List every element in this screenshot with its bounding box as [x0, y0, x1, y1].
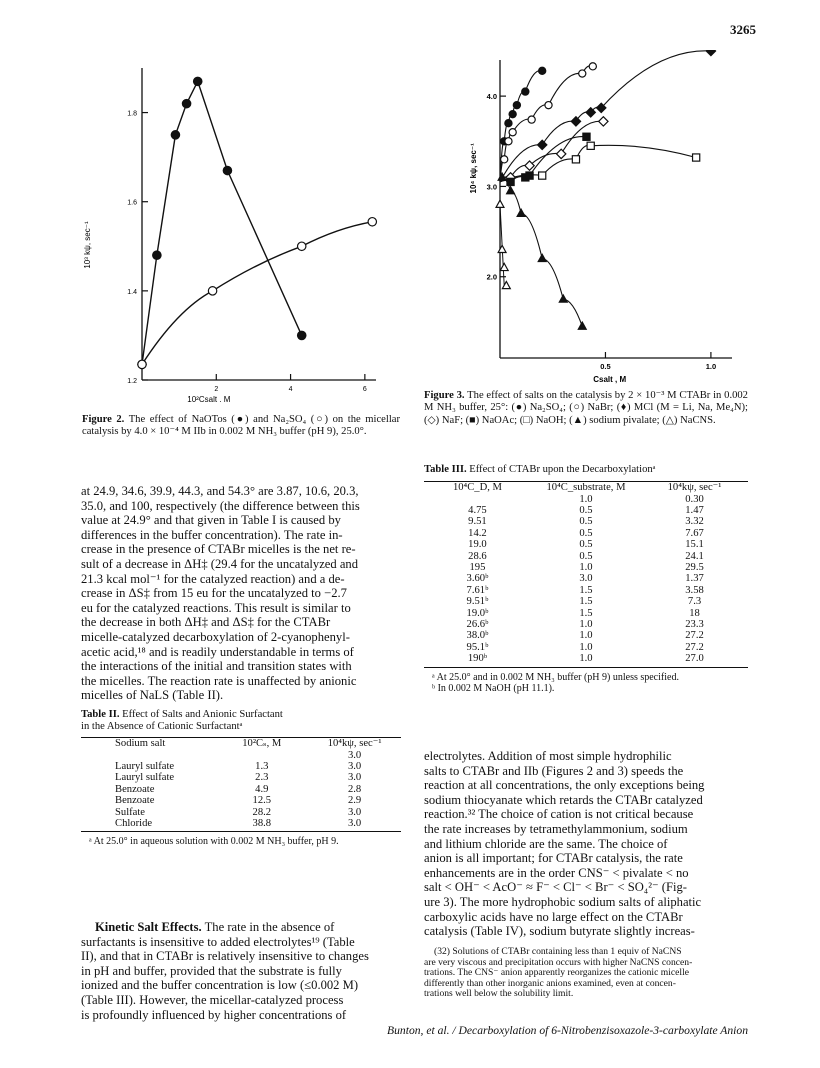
table-row	[424, 528, 748, 539]
table-cell: 3.60ᵇ	[466, 573, 489, 585]
table-cell: 29.5	[685, 561, 704, 573]
table-cell: 2.3	[255, 772, 269, 784]
table-cell: 38.0ᵇ	[466, 630, 489, 642]
left-paragraph-line: the micelles. The reaction rate is unaffected by anionic	[81, 673, 357, 688]
series-line	[142, 81, 302, 364]
table-row	[424, 562, 748, 573]
table-cell: 3.0	[347, 772, 362, 784]
table-2-title-line-1: Effect of Salts and Anionic Surfactant	[122, 709, 283, 720]
data-point	[599, 117, 608, 126]
table-row	[81, 818, 401, 829]
x-tick-label: 4	[288, 386, 293, 393]
left-paragraph-line: value at 24.9° and that given in Table I is caused by	[81, 513, 341, 528]
data-point	[509, 129, 516, 136]
left-paragraph-line: differences in the buffer concentration). The rate in-	[81, 527, 343, 542]
table-3-header-rate: 10⁴kψ, sec⁻¹	[667, 482, 722, 493]
table-cell: 1.0	[579, 493, 593, 505]
table-row	[424, 494, 748, 505]
table-cell: 14.2	[468, 527, 487, 539]
right-paragraph-line: reaction.³² The choice of cation is not critical because	[424, 807, 694, 822]
kinetic-first-line: The rate in the absence of	[204, 920, 335, 934]
right-paragraph-line: salts to CTABr and IIb (Figures 2 and 3) speeds the	[424, 763, 684, 778]
y-tick-label: 1.8	[127, 110, 137, 118]
right-paragraph-line: ure 3). The more hydrophobic sodium salts of aliphatic	[424, 894, 702, 909]
data-point	[496, 200, 504, 207]
right-paragraph	[424, 749, 748, 939]
y-tick-label: 3.0	[486, 182, 497, 192]
table-cell: 0.5	[579, 550, 593, 562]
table-row	[424, 551, 748, 562]
x-axis-label: 10²Csalt , M	[187, 395, 231, 402]
data-point	[505, 138, 512, 145]
y-tick-label: 1.6	[127, 199, 137, 207]
figure-3-caption-label: Figure 3.	[424, 390, 465, 401]
left-paragraph-line: the interactions of the initial and transition states with	[81, 659, 352, 674]
table-cell: 1.5	[579, 584, 593, 596]
data-point	[572, 156, 579, 163]
table-cell: 3.58	[685, 584, 704, 596]
footnote-32-line: trations well below the solubility limit.	[424, 988, 574, 1000]
table-2-title-line-2: in the Absence of Cationic Surfactantᵃ	[81, 721, 243, 732]
data-point	[539, 172, 546, 179]
table-cell: 28.2	[252, 806, 272, 818]
y-axis-label: 10³ kψ, sec⁻¹	[83, 221, 92, 269]
y-tick-label: 1.2	[127, 378, 137, 385]
table-row	[81, 807, 401, 818]
x-tick-label: 6	[362, 386, 367, 393]
data-point	[517, 209, 525, 216]
table-row	[424, 619, 748, 630]
table-row	[81, 750, 401, 761]
table-3-footnote-a: ᵃ At 25.0° and in 0.002 M NH₃ buffer (pH 9) unless specified.	[432, 671, 679, 683]
table-cell: 3.0	[347, 749, 362, 761]
table-2-header-rate: 10⁴kψ, sec⁻¹	[327, 738, 382, 749]
table-cell: 3.0	[347, 817, 362, 829]
data-point	[298, 242, 306, 250]
table-cell: 95.1ᵇ	[466, 641, 489, 653]
data-point	[589, 63, 596, 70]
table-2-header-salt: Sodium salt	[115, 738, 166, 749]
left-paragraph-line: eu for the catalyzed reactions. This result is similar to	[81, 600, 351, 615]
table-row	[424, 585, 748, 596]
data-point	[587, 142, 594, 149]
table-cell: 1.47	[685, 504, 704, 516]
data-point	[583, 133, 590, 140]
data-point	[507, 178, 514, 185]
table-2-grid	[81, 738, 401, 829]
table-cell	[81, 750, 215, 761]
table-cell: 0.5	[579, 516, 593, 528]
right-paragraph-line: catalysis (Table IV), sodium butyrate slightly increas-	[424, 924, 695, 939]
data-point	[509, 111, 516, 118]
figure-2-caption-label: Figure 2.	[82, 414, 125, 425]
data-point	[538, 254, 546, 261]
table-cell: 1.0	[579, 561, 593, 573]
table-row	[424, 608, 748, 619]
table-3-title-text: Effect of CTABr upon the Decarboxylationᵃ	[469, 464, 656, 475]
table-cell: 24.1	[685, 550, 704, 562]
table-3-header-cd: 10⁴C_D, M	[452, 482, 502, 493]
table-row	[81, 772, 401, 783]
table-cell: 28.6	[468, 550, 487, 562]
table-cell: 7.67	[685, 527, 704, 539]
table-row	[424, 573, 748, 584]
data-point	[368, 218, 376, 226]
data-point	[223, 166, 231, 174]
kinetic-heading: Kinetic Salt Effects.	[95, 920, 202, 934]
data-point	[182, 99, 190, 107]
footnote-32-line: (32) Solutions of CTABr containing less than 1 equiv of NaCNS	[434, 946, 682, 957]
data-point	[579, 70, 586, 77]
table-cell: 0.5	[579, 504, 593, 516]
series-line	[502, 177, 582, 326]
table-2-label: Table II.	[81, 709, 120, 720]
x-tick-label: 2	[214, 386, 219, 393]
table-cell: 27.0	[685, 653, 704, 665]
table-cell: 1.0	[579, 653, 593, 665]
table-2-footnote: ᵃ At 25.0° in aqueous solution with 0.002 M NH₃ buffer, pH 9.	[89, 836, 339, 848]
y-tick-label: 2.0	[486, 272, 497, 282]
table-cell: 1.37	[685, 573, 704, 585]
table-cell: 0.5	[579, 527, 593, 539]
table-cell: Sulfate	[115, 806, 146, 818]
data-point	[571, 117, 580, 126]
table-cell: 9.51	[468, 516, 487, 528]
table-cell: Lauryl sulfate	[115, 772, 175, 784]
left-paragraph-line: 21.3 kcal mol⁻¹ for the catalyzed reaction) and a de-	[81, 571, 345, 586]
table-cell: 2.9	[347, 795, 362, 807]
table-cell: 190ᵇ	[467, 653, 488, 665]
table-row	[424, 539, 748, 550]
data-point	[171, 131, 179, 139]
footnote-32	[424, 947, 748, 1000]
table-row	[424, 516, 748, 527]
table-cell: 7.3	[687, 596, 702, 608]
data-point	[522, 88, 529, 95]
data-point	[693, 154, 700, 161]
table-cell: 3.0	[579, 573, 593, 585]
x-tick-label: 0.5	[600, 362, 611, 371]
table-cell: 1.0	[579, 630, 593, 642]
y-axis-label: 10⁴ kψ, sec⁻¹	[469, 143, 478, 194]
table-row	[81, 795, 401, 806]
series-line	[142, 222, 372, 365]
data-point	[545, 102, 552, 109]
table-cell: 7.61ᵇ	[466, 584, 489, 596]
table-cell: 38.8	[252, 817, 272, 829]
table-cell: 0.30	[685, 493, 704, 505]
table-row	[424, 642, 748, 653]
table-cell: 2.8	[347, 783, 362, 795]
footnote-32-line: are very viscous and precipitation occurs with higher NaCNS concen-	[424, 956, 693, 968]
kinetic-paragraph-line: ionized and the buffer concentration is low (≤0.002 M)	[81, 978, 359, 993]
data-point	[513, 102, 520, 109]
table-cell: 19.0	[468, 539, 487, 551]
x-axis-label: Csalt , M	[593, 375, 627, 384]
table-cell: 1.0	[579, 618, 593, 630]
table-cell: 26.6ᵇ	[466, 618, 489, 630]
right-paragraph-line: anion is all important; for CTABr catalysis, the rate	[424, 851, 683, 866]
data-point	[505, 120, 512, 127]
left-paragraph-line: micelles of NaLS (Table II).	[81, 688, 224, 703]
data-point	[500, 263, 508, 270]
data-point	[538, 140, 547, 149]
table-3	[424, 464, 748, 695]
table-cell: 1.5	[579, 596, 593, 608]
table-row	[424, 653, 748, 664]
data-point	[556, 149, 565, 158]
right-paragraph-line: reaction at all concentrations, the only exceptions being	[424, 778, 705, 793]
right-paragraph-line: electrolytes. Addition of most simple hydrophilic	[424, 749, 672, 763]
page-number: 3265	[730, 22, 756, 37]
table-cell: 4.75	[468, 504, 487, 516]
figure-3-caption	[424, 390, 748, 427]
left-paragraph-line: crease in the presence of CTABr micelles is the net re-	[81, 542, 356, 557]
table-2	[81, 709, 401, 848]
table-cell	[215, 750, 308, 761]
data-point	[194, 77, 202, 85]
left-paragraph-line: micelle-catalyzed decarboxylation of 2-cyanophenyl-	[81, 629, 350, 644]
table-cell	[424, 494, 531, 505]
table-cell: Benzoate	[115, 783, 155, 795]
table-2-title	[81, 709, 401, 733]
table-3-header-substrate: 10⁴C_substrate, M	[546, 482, 626, 493]
table-row	[424, 505, 748, 516]
right-paragraph-line: and lithium chloride are the same. The choice of	[424, 836, 668, 851]
right-paragraph-line: sodium thiocyanate which retards the CTABr catalyzed	[424, 792, 703, 807]
figure-2-caption	[82, 414, 400, 439]
right-paragraph-line: enhancements are in the order CNS⁻ < pivalate < no	[424, 865, 689, 880]
data-point	[138, 360, 146, 368]
table-cell: Lauryl sulfate	[115, 760, 175, 772]
table-cell: 1.5	[579, 607, 593, 619]
kinetic-paragraph-line: (Table III). However, the micellar-catalyzed process	[81, 992, 344, 1007]
table-cell: 4.9	[255, 783, 269, 795]
y-tick-label: 1.4	[127, 288, 137, 296]
figure-3-chart	[462, 50, 752, 392]
table-3-title	[424, 464, 748, 476]
data-point	[528, 116, 535, 123]
table-cell: Chloride	[115, 817, 153, 829]
data-point	[298, 331, 306, 339]
table-cell: 18	[689, 607, 700, 619]
figure-3-caption-text: The effect of salts on the catalysis by 2 × 10⁻³ M CTABr in 0.002 M NH₃ buffer, 25°: (●) Na₂SO₄; (○) NaBr; (♦) MCl (M = Li, Na, Me₄N); (◇) NaF; (■) NaOAc; (□) NaOH; (▲) sodium pivalate; (△) NaCNS.	[424, 390, 748, 426]
table-row	[81, 784, 401, 795]
left-paragraph-line: sult of a decrease in ΔH‡ (29.4 for the uncatalyzed and	[81, 556, 359, 571]
data-point	[526, 172, 533, 179]
right-paragraph-line: carboxylic acids have no large effect on the CTABr	[424, 909, 683, 924]
table-cell: 1.3	[255, 760, 269, 772]
table-3-footnote-b: ᵇ In 0.002 M NaOH (pH 11.1).	[432, 683, 555, 695]
table-cell: 9.51ᵇ	[466, 596, 489, 608]
data-point	[507, 187, 515, 194]
table-cell: 3.32	[685, 516, 704, 528]
table-cell: 3.0	[347, 806, 362, 818]
kinetic-paragraph-line: in pH and buffer, provided that the substrate is fully	[81, 963, 342, 978]
data-point	[559, 295, 567, 302]
data-point	[578, 322, 586, 329]
data-point	[539, 67, 546, 74]
left-paragraph-line: at 24.9, 34.6, 39.9, 44.3, and 54.3° are 3.87, 10.6, 20.3,	[81, 484, 359, 498]
table-cell: 3.0	[347, 760, 362, 772]
right-paragraph-line: the rate increases by tetramethylammonium, sodium	[424, 821, 688, 836]
table-cell: 23.3	[685, 618, 704, 630]
table-cell: Benzoate	[115, 795, 155, 807]
data-point	[706, 50, 715, 56]
table-2-header-conc: 10²Cₛ, M	[242, 738, 282, 749]
left-paragraph-line: 35.0, and 100, respectively (the difference between this	[81, 498, 360, 513]
table-3-label: Table III.	[424, 464, 467, 475]
table-row	[424, 596, 748, 607]
table-cell: 12.5	[252, 795, 272, 807]
data-point	[498, 245, 506, 252]
figure-2-caption-text: The effect of NaOTos (●) and Na₂SO₄ (○) on the micellar catalysis by 4.0 × 10⁻⁴ M IIb in 0.002 M NH₃ buffer (pH 9), 25.0°.	[82, 414, 400, 438]
x-tick-label: 1.0	[705, 362, 717, 371]
table-cell: 0.5	[579, 539, 593, 551]
kinetic-paragraph-line: is profoundly influenced by higher concentrations of	[81, 1007, 347, 1022]
table-3-grid	[424, 482, 748, 665]
y-tick-label: 4.0	[486, 92, 497, 102]
table-cell: 27.2	[685, 641, 704, 653]
data-point	[153, 251, 161, 259]
table-cell: 195	[469, 561, 486, 573]
left-paragraph-line: acetic acid,¹⁸ and is readily understandable in terms of	[81, 644, 354, 659]
left-paragraph	[81, 484, 401, 703]
table-cell: 1.0	[579, 641, 593, 653]
table-cell: 19.0ᵇ	[466, 607, 489, 619]
left-paragraph-line: crease in ΔS‡ from 15 eu for the uncatalyzed to −2.7	[81, 586, 347, 601]
table-cell: 27.2	[685, 630, 704, 642]
kinetic-paragraph-line: II), and that in CTABr is relatively insensitive to changes	[81, 949, 369, 964]
table-cell: 15.1	[685, 539, 704, 551]
figure-2-chart	[60, 50, 390, 402]
table-row	[424, 630, 748, 641]
kinetic-paragraph	[81, 920, 401, 1022]
data-point	[501, 156, 508, 163]
running-footer: Bunton, et al. / Decarboxylation of 6-Nitrobenzisoxazole-3-carboxylate Anion	[387, 1024, 748, 1037]
data-point	[208, 287, 216, 295]
right-paragraph-line: salt < OH⁻ < AcO⁻ ≈ F⁻ < Cl⁻ < Br⁻ < SO₄²⁻ (Fig-	[424, 880, 687, 895]
footnote-32-line: differently than other inorganic anions examined, even at concen-	[424, 977, 676, 989]
kinetic-paragraph-line: surfactants is insensitive to added electrolytes¹⁹ (Table	[81, 934, 355, 949]
footnote-32-line: trations. The CNS⁻ anion apparently reorganizes the cationic micelle	[424, 967, 689, 979]
table-row	[81, 761, 401, 772]
left-paragraph-line: the decrease in both ΔH‡ and ΔS‡ for the CTABr	[81, 615, 331, 630]
